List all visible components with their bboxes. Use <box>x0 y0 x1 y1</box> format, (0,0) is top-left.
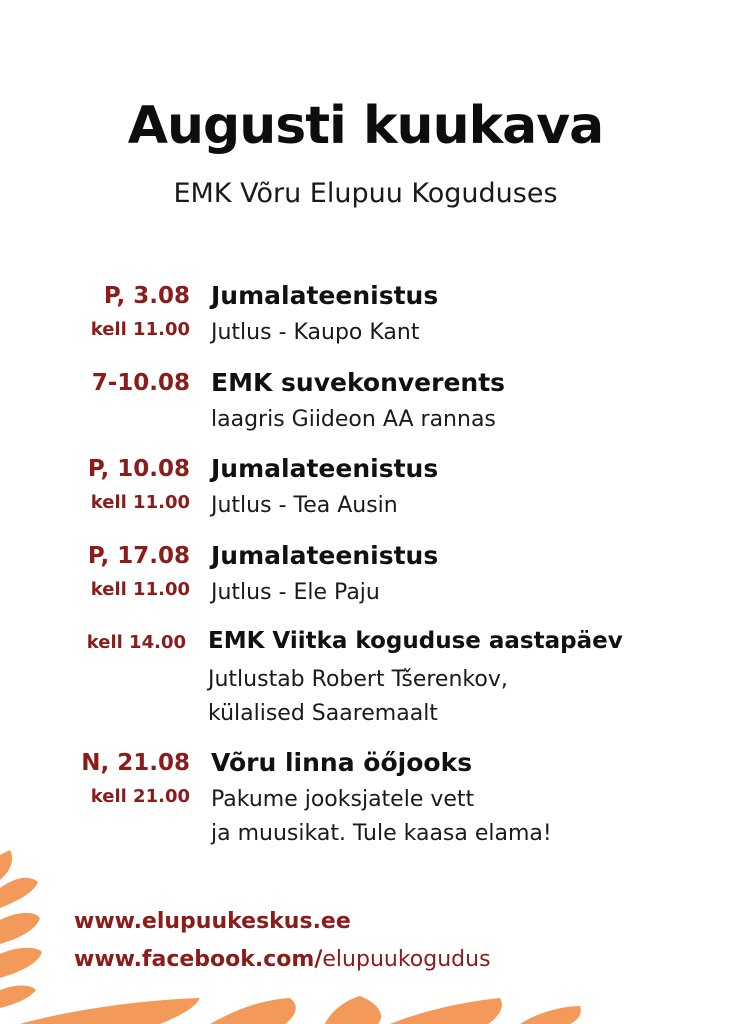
event-date: P, 10.08 <box>87 456 190 482</box>
bottom-brush-stroke <box>520 1006 581 1024</box>
event-date: P, 3.08 <box>103 283 190 309</box>
event-time: kell 14.00 <box>86 632 186 653</box>
event-title: EMK Viitka koguduse aastapäev <box>208 628 623 654</box>
website-link[interactable]: www.elupuukeskus.ee <box>74 909 351 934</box>
facebook-link-prefix: www.facebook.com/ <box>74 947 323 972</box>
event-time: kell 11.00 <box>90 579 190 600</box>
event-title: Jumalateenistus <box>211 541 439 570</box>
event-date: 7-10.08 <box>91 370 190 396</box>
event-description-line: ja muusikat. Tule kaasa elama! <box>211 821 552 846</box>
event-date: P, 17.08 <box>87 543 190 569</box>
event-description-line: Pakume jooksjatele vett <box>211 787 475 812</box>
event-time: kell 21.00 <box>90 786 190 807</box>
page-title: Augusti kuukava <box>127 96 604 156</box>
event-description-line: Jutlus - Kaupo Kant <box>211 320 420 345</box>
event-description-line: külalised Saaremaalt <box>208 701 438 726</box>
left-brush-stroke <box>0 878 38 908</box>
page-subtitle: EMK Võru Elupuu Koguduses <box>173 178 558 209</box>
event-title: Jumalateenistus <box>211 454 439 483</box>
event-time: kell 11.00 <box>90 319 190 340</box>
event-time: kell 11.00 <box>90 492 190 513</box>
event-date: N, 21.08 <box>81 750 190 776</box>
facebook-link-handle: elupuukogudus <box>322 947 491 972</box>
event-title: EMK suvekonverents <box>211 368 506 397</box>
event-description-line: laagris Giideon AA rannas <box>211 407 496 432</box>
left-brush-stroke <box>0 948 42 978</box>
event-description-line: Jutlustab Robert Tšerenkov, <box>208 667 508 692</box>
left-brush-stroke <box>0 913 40 944</box>
left-brush-stroke <box>0 986 36 1009</box>
bottom-brush-stroke <box>325 996 381 1024</box>
event-title: Võru linna öőjooks <box>211 748 473 777</box>
event-title: Jumalateenistus <box>211 281 439 310</box>
bottom-brush-stroke <box>20 998 200 1024</box>
event-description-line: Jutlus - Ele Paju <box>211 580 380 605</box>
event-description-line: Jutlus - Tea Ausin <box>211 493 398 518</box>
footer-links <box>74 903 491 979</box>
bottom-brush-stroke <box>390 998 502 1024</box>
left-brush-stroke <box>0 850 12 880</box>
bottom-brush-stroke <box>210 998 296 1024</box>
facebook-link[interactable] <box>74 941 491 979</box>
